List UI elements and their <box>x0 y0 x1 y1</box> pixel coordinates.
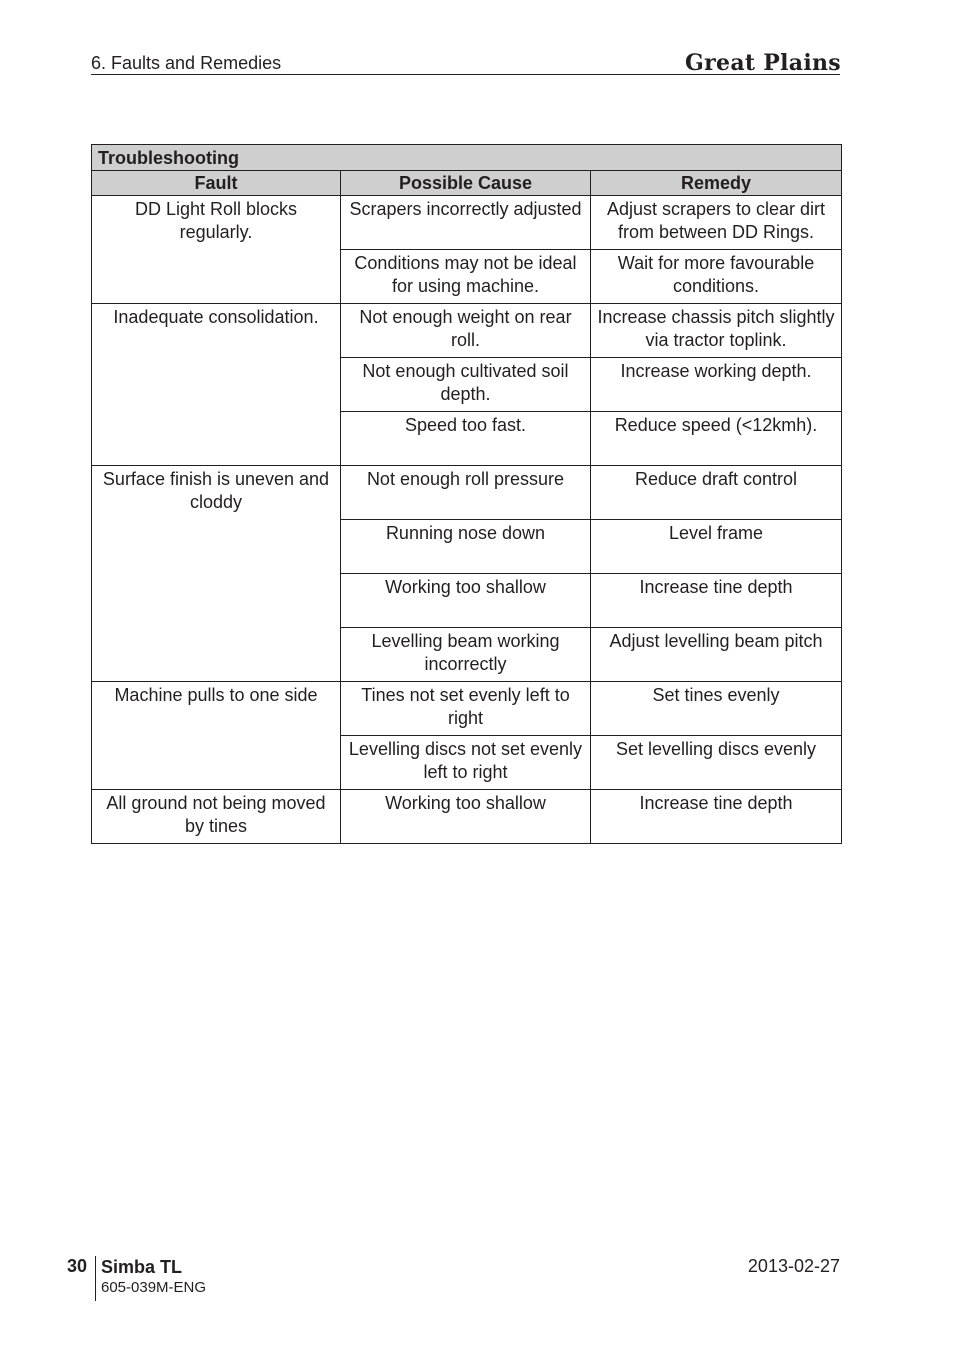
remedy-cell: Set tines evenly <box>591 682 842 736</box>
fault-cell: All ground not being moved by tines <box>92 790 341 844</box>
table-row <box>92 304 842 358</box>
cause-cell: Tines not set evenly left to right <box>341 682 591 736</box>
remedy-cell: Reduce draft control <box>591 466 842 520</box>
model-name: Simba TL <box>101 1257 183 1277</box>
header-divider <box>91 74 840 75</box>
fault-cell: Machine pulls to one side <box>92 682 341 790</box>
remedy-cell: Increase working depth. <box>591 358 842 412</box>
cause-cell: Conditions may not be ideal for using machine. <box>341 250 591 304</box>
publication-date: 2013-02-27 <box>747 1256 840 1276</box>
troubleshooting-table <box>91 144 842 844</box>
remedy-cell: Increase chassis pitch slightly via tractor toplink. <box>591 304 842 358</box>
remedy-cell: Set levelling discs evenly <box>591 736 842 790</box>
fault-cell: Inadequate consolidation. <box>92 304 341 466</box>
table-row <box>92 682 842 736</box>
cause-cell: Levelling beam working incorrectly <box>341 628 591 682</box>
cause-cell: Speed too fast. <box>341 412 591 466</box>
footer-divider <box>95 1256 96 1301</box>
cause-cell: Not enough weight on rear roll. <box>341 304 591 358</box>
fault-cell: DD Light Roll blocks regularly. <box>92 196 341 304</box>
remedy-cell: Wait for more favourable conditions. <box>591 250 842 304</box>
cause-cell: Not enough cultivated soil depth. <box>341 358 591 412</box>
section-title: 6. Faults and Remedies <box>91 53 282 73</box>
page-number: 30 <box>67 1256 88 1276</box>
cause-cell: Scrapers incorrectly adjusted <box>341 196 591 250</box>
cause-cell: Levelling discs not set evenly left to right <box>341 736 591 790</box>
remedy-cell: Level frame <box>591 520 842 574</box>
remedy-cell: Increase tine depth <box>591 790 842 844</box>
cause-cell: Working too shallow <box>341 790 591 844</box>
column-header-remedy: Remedy <box>591 171 842 196</box>
remedy-cell: Adjust scrapers to clear dirt from between DD Rings. <box>591 196 842 250</box>
column-header-cause: Possible Cause <box>341 171 591 196</box>
table-row <box>92 466 842 520</box>
column-header-fault: Fault <box>92 171 341 196</box>
table-row <box>92 196 842 250</box>
cause-cell: Not enough roll pressure <box>341 466 591 520</box>
brand-logo: Great Plains <box>685 50 841 76</box>
fault-cell: Surface finish is uneven and cloddy <box>92 466 341 682</box>
remedy-cell: Reduce speed (<12kmh). <box>591 412 842 466</box>
cause-cell: Working too shallow <box>341 574 591 628</box>
remedy-cell: Increase tine depth <box>591 574 842 628</box>
document-code: 605-039M-ENG <box>101 1279 207 1296</box>
cause-cell: Running nose down <box>341 520 591 574</box>
table-title: Troubleshooting <box>92 145 842 171</box>
table-row <box>92 790 842 844</box>
remedy-cell: Adjust levelling beam pitch <box>591 628 842 682</box>
